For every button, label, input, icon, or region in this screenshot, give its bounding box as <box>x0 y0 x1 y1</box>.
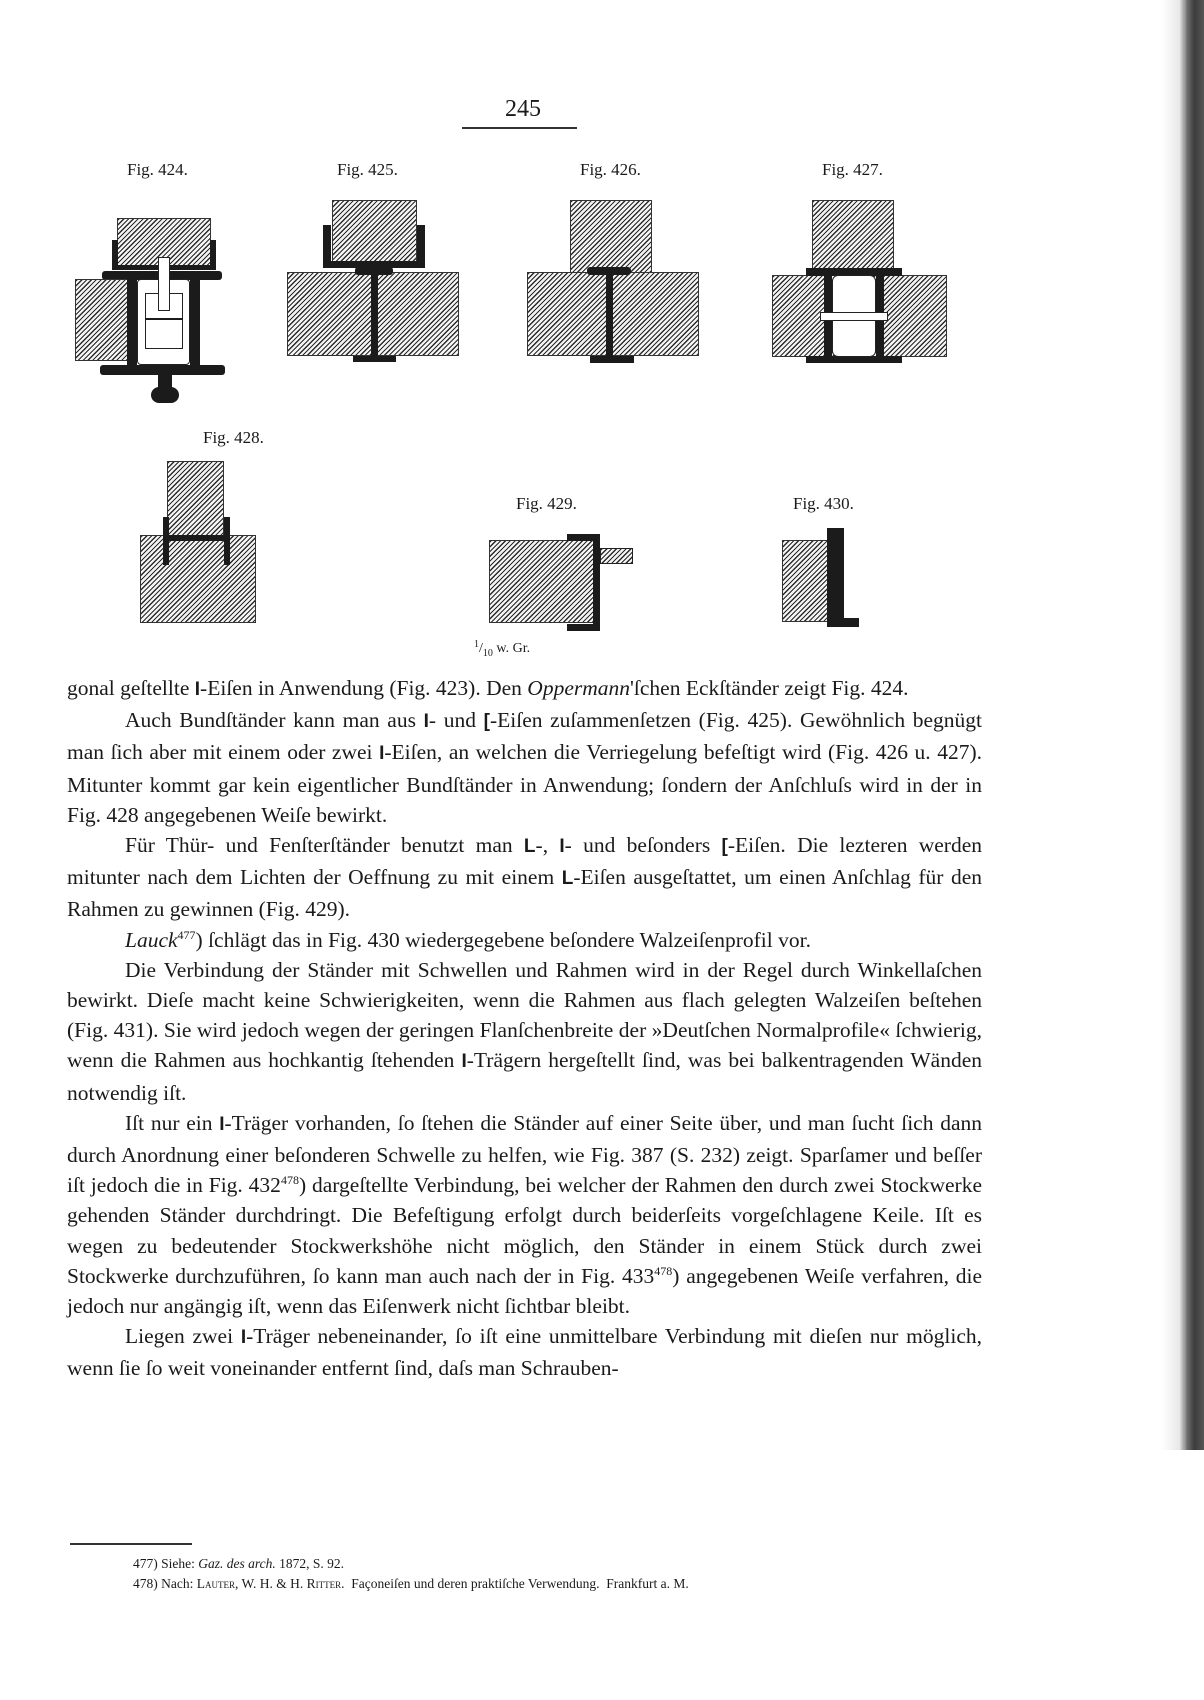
footnotes <box>133 1554 983 1594</box>
author-name: Lauck <box>125 927 178 952</box>
text-span: Für Thür- und Fenſterſtänder benutzt man <box>125 833 524 858</box>
figure-430-drawing <box>780 525 900 635</box>
figure-427-drawing <box>770 195 950 375</box>
footnote-label: Siehe: <box>157 1556 199 1571</box>
i-beam-symbol: I <box>461 1051 467 1073</box>
footnote-number: 477) <box>133 1556 158 1571</box>
text-span: Die Verbindung der Ständer mit Schwellen und Rahmen wird in der Regel durch Winkellaſchen bewirkt. Dieſe macht keine Schwierigkeiten, wenn die Rahmen aus flach gelegten Walzeiſen beſtehen (Fig. 431). Sie wird jedoch wegen der geringen Flanſchenbreite der »Deutſchen Normalprofile« ſchwierig, wenn die Rahmen aus hochkantig ſtehenden <box>67 957 982 1073</box>
text-span: - und beſonders <box>564 833 722 858</box>
footnote-source: Gaz. des arch. <box>198 1556 276 1571</box>
paragraph-2 <box>67 705 982 830</box>
figure-424-drawing <box>75 215 230 405</box>
book-spine-edge <box>1180 0 1204 1450</box>
scale-numerator: 1 <box>474 639 479 650</box>
figure-caption-430: Fig. 430. <box>793 494 854 513</box>
i-beam-symbol: I <box>219 1113 225 1135</box>
footnote-detail: 1872, S. 92. <box>275 1556 345 1571</box>
text-span: Auch Bundſtänder kann man aus <box>125 708 424 733</box>
page-number: 245 <box>505 96 541 122</box>
text-span: -Träger vorhanden, ſo ſtehen die Ständer auf einer Seite über, und man ſucht ſich dann durch Anordnung einer beſonderen Schwelle zu helfen, wie Fig. 387 (S. 232) zeigt. Sparſamer und beſſer iſt jedoch die in Fig. 432 <box>67 1110 982 1198</box>
scale-denominator: 10 <box>482 647 493 659</box>
text-span: -Eiſen in Anwendung (Fig. 423). Den <box>200 676 528 700</box>
text-span: ) ſchlägt das in Fig. 430 wiedergegebene beſondere Walzeiſenprofil vor. <box>195 927 811 952</box>
footnote-rule <box>70 1543 192 1545</box>
text-span: -Eiſen ausgeſtattet, um einen Anſchlag für den Rahmen zu gewinnen (Fig. 429). <box>67 865 982 922</box>
text-span: Liegen zwei <box>125 1324 241 1349</box>
scale-suffix: w. Gr. <box>492 641 531 656</box>
text-span: -Eiſen zuſammenſetzen (Fig. 425). Gewöhnlich begnügt man ſich aber mit einem oder zwei <box>67 708 982 765</box>
angle-symbol: L <box>561 868 574 890</box>
paragraph-4 <box>67 925 982 955</box>
i-beam-symbol: I <box>240 1327 247 1349</box>
footnote-ref[interactable]: 478 <box>654 1263 673 1278</box>
paragraph-5 <box>67 955 982 1108</box>
figure-caption-425: Fig. 425. <box>337 160 398 179</box>
footnote-ref[interactable]: 477 <box>177 927 196 942</box>
body-text <box>67 673 982 1384</box>
figure-caption-428: Fig. 428. <box>203 428 264 447</box>
footnote-number: 478) <box>133 1576 158 1591</box>
figure-caption-424: Fig. 424. <box>127 160 188 179</box>
text-span: -Trägern hergeſtellt ſind, was bei balkentragenden Wänden notwendig iſt. <box>67 1048 982 1105</box>
text-span: gonal geſtellte <box>67 676 195 700</box>
text-span: -Träger nebeneinander, ſo iſt eine unmittelbare Verbindung mit dieſen nur möglich, wenn ſie ſo weit voneinander entfernt ſind, daſs man Schrauben- <box>67 1324 983 1381</box>
text-span: ) dargeſtellte Verbindung, bei welcher der Rahmen den durch zwei Stockwerke gehenden Ständer durchdringt. Die Befeſtigung erfolgt durch beiderſeits vorgeſchlagene Keile. Iſt es wegen zu bedeutender Stockwerkshöhe nicht möglich, den Ständer in einem Stück durch zwei Stockwerke durchzuführen, ſo kann man auch nach der in Fig. 433 <box>67 1173 982 1288</box>
angle-symbol: L <box>523 836 536 858</box>
paragraph-7 <box>67 1321 982 1383</box>
text-span: 'ſchen Eckſtänder zeigt Fig. 424. <box>630 676 909 700</box>
footnote-author: Lauter, W. H. & H. Ritter. <box>196 1576 345 1591</box>
channel-symbol: [ <box>721 836 728 858</box>
i-beam-symbol: I <box>194 679 201 700</box>
footnote-detail: Façoneiſen und deren praktiſche Verwendung. Frankfurt a. M. <box>344 1576 689 1591</box>
paragraph-6 <box>67 1108 982 1321</box>
scale-note: $^1/_{10}$ w. Gr. <box>474 639 531 659</box>
text-span: - und <box>428 708 484 733</box>
footnote-478 <box>133 1574 983 1594</box>
footnote-label: Nach: <box>157 1576 197 1591</box>
header-rule <box>462 127 577 129</box>
i-beam-symbol: I <box>423 711 429 733</box>
text-span: -Eiſen, an welchen die Verriegelung befeſtigt wird (Fig. 426 u. 427). Mitunter kommt gar kein eigentlicher Bundſtänder in Anwendung; ſondern der Anſchluſs wird in der in Fig. 428 angegebenen Weiſe bewirkt. <box>67 740 982 827</box>
i-beam-symbol: I <box>559 836 565 858</box>
figure-426-drawing <box>525 195 700 375</box>
figure-425-drawing <box>285 195 460 375</box>
text-span: Iſt nur ein <box>125 1110 220 1135</box>
figure-caption-426: Fig. 426. <box>580 160 641 179</box>
footnote-477 <box>133 1554 983 1574</box>
i-beam-symbol: I <box>379 743 385 765</box>
figure-caption-429: Fig. 429. <box>516 494 577 513</box>
figure-428-drawing <box>140 455 340 635</box>
author-name: Oppermann <box>527 676 631 700</box>
text-span: ) angegebenen Weiſe verfahren, die jedoch nur angängig iſt, wenn das Eiſenwerk nicht ſichtbar bleibt. <box>67 1263 982 1319</box>
figure-429-drawing <box>487 530 647 640</box>
paragraph-3 <box>67 830 982 925</box>
text-span: -, <box>535 833 560 858</box>
footnote-ref[interactable]: 478 <box>280 1173 299 1188</box>
text-span: -Eiſen. Die lezteren werden mitunter nach dem Lichten der Oeffnung zu mit einem <box>67 833 983 890</box>
channel-symbol: [ <box>483 711 490 733</box>
figure-caption-427: Fig. 427. <box>822 160 883 179</box>
paragraph-1 <box>67 673 982 705</box>
